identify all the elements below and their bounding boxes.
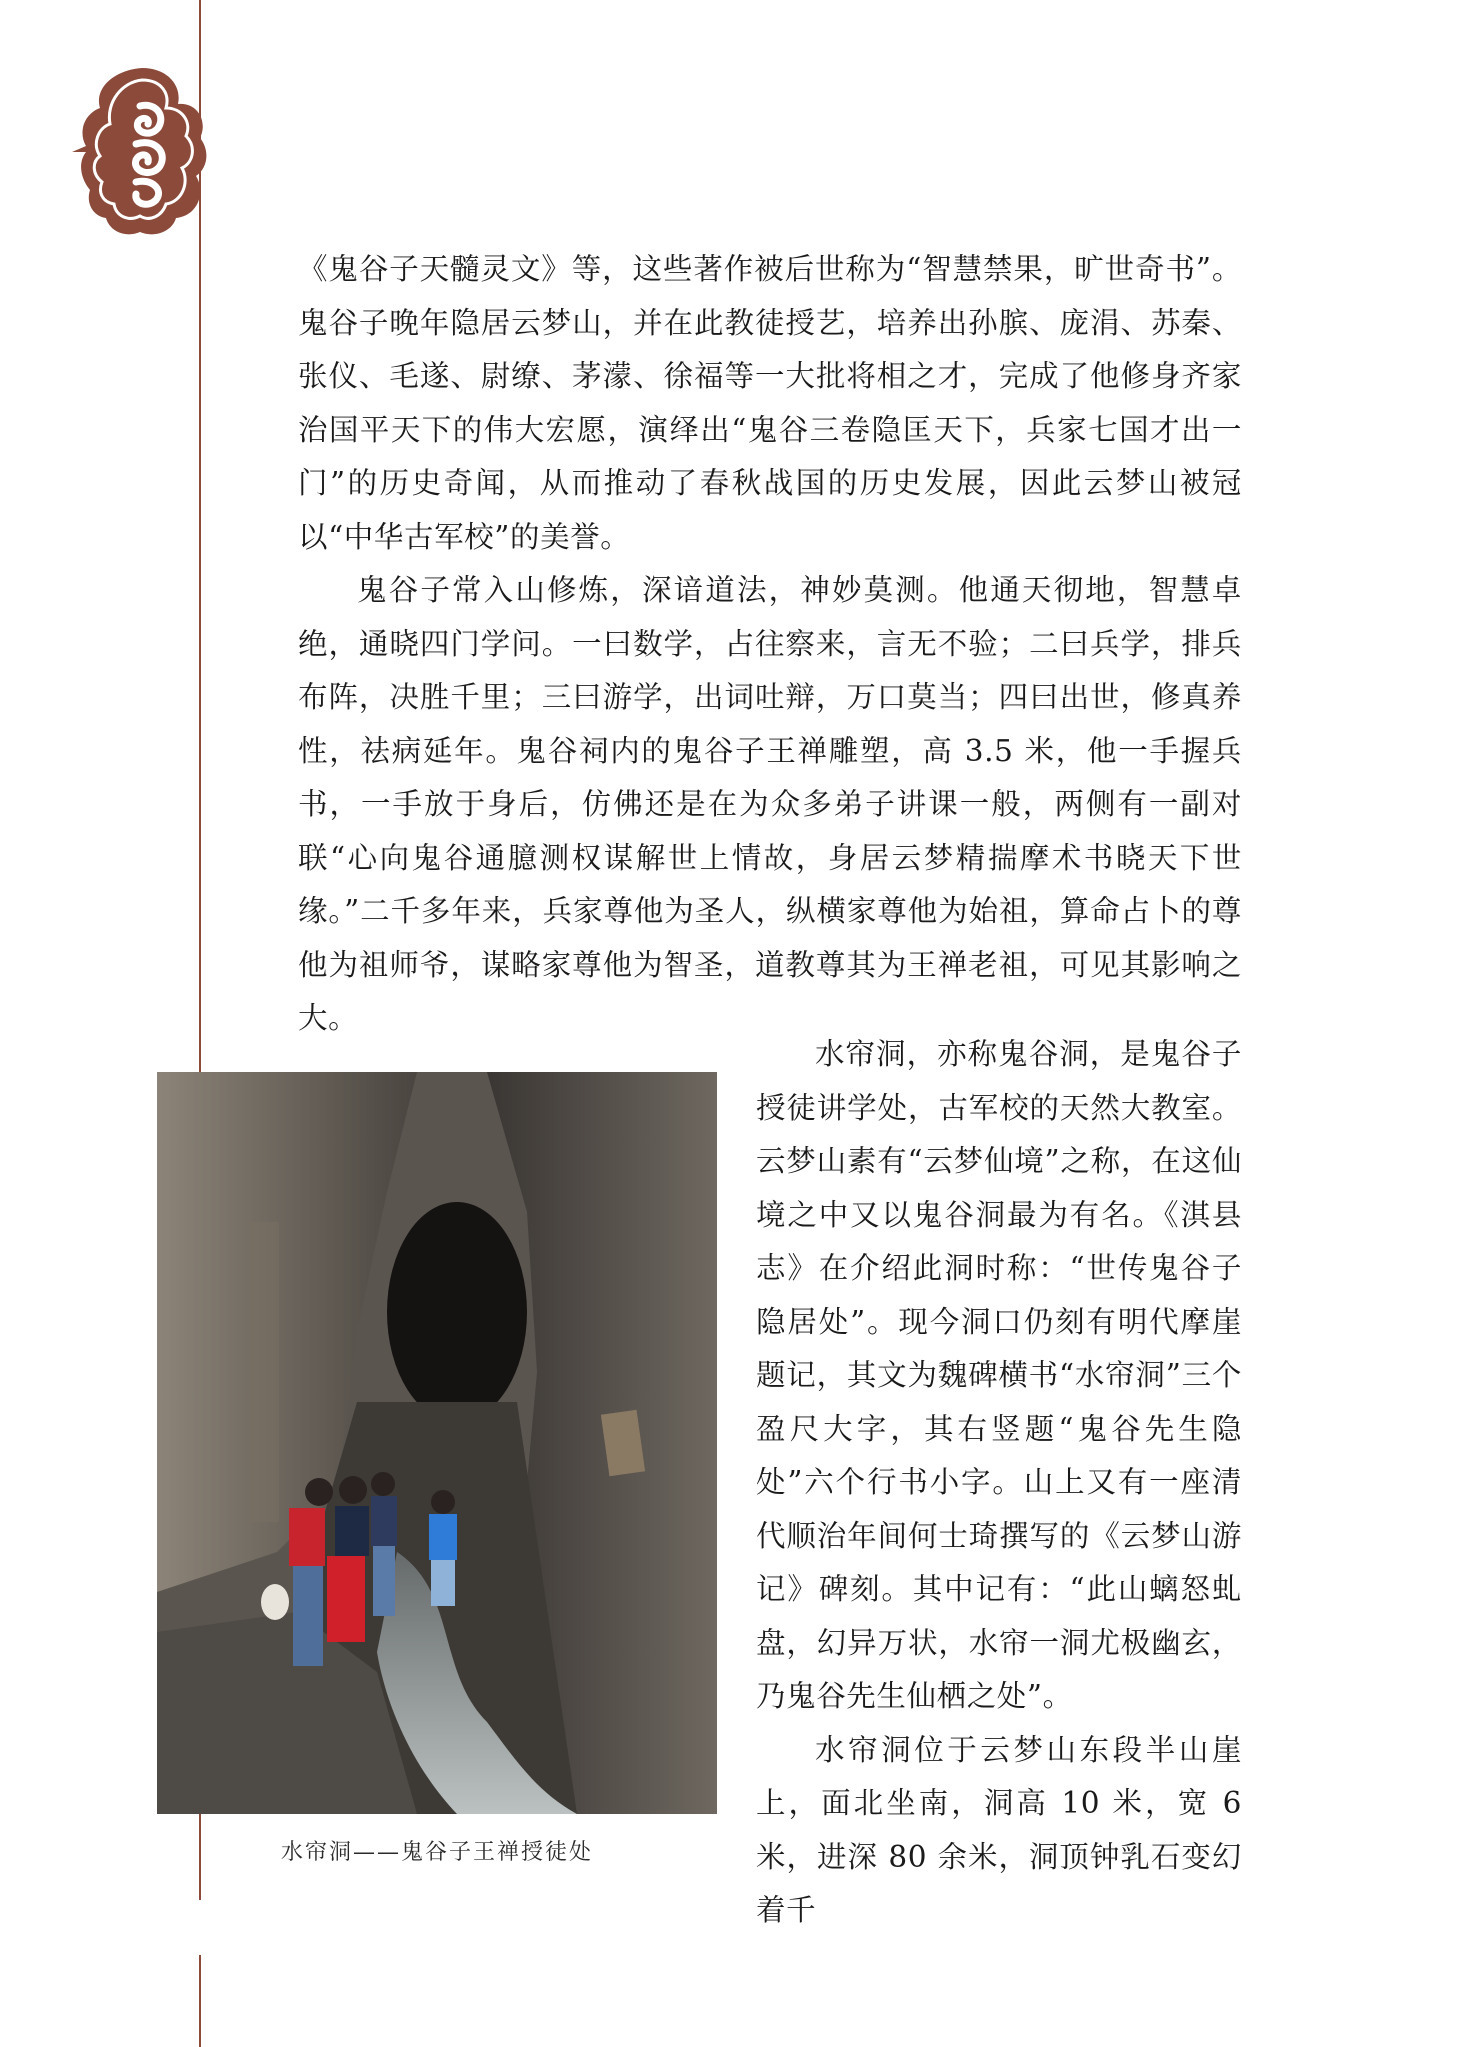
main-text-block xyxy=(298,243,1242,1046)
margin-rule-bottom xyxy=(199,1955,201,2047)
paragraph: 《鬼谷子天髓灵文》等，这些著作被后世称为“智慧禁果，旷世奇书”。鬼谷子晚年隐居云梦山，并在此教徒授艺，培养出孙膑、庞涓、苏秦、张仪、毛遂、尉缭、茅濛、徐福等一大批将相之才，完成了他修身齐家治国平天下的伟大宏愿，演绎出“鬼谷三卷隐匡天下，兵家七国才出一门”的历史奇闻，从而推动了春秋战国的历史发展，因此云梦山被冠以“中华古军校”的美誉。 xyxy=(298,252,1242,554)
paragraph: 水帘洞位于云梦山东段半山崖上，面北坐南，洞高 10 米，宽 6 米，进深 80 余米，洞顶钟乳石变幻着千 xyxy=(756,1732,1242,1927)
paragraph: 水帘洞，亦称鬼谷洞，是鬼谷子授徒讲学处，古军校的天然大教室。云梦山素有“云梦仙境”之称，在这仙境之中又以鬼谷洞最为有名。《淇县志》在介绍此洞时称：“世传鬼谷子隐居处”。现今洞口仍刻有明代摩崖题记，其文为魏碑横书“水帘洞”三个盈尺大字，其右竖题“鬼谷先生隐处”六个行书小字。山上又有一座清代顺治年间何士琦撰写的《云梦山游记》碑刻。其中记有：“此山螭怒虬盘，幻异万状，水帘一洞尤极幽玄，乃鬼谷先生仙栖之处”。 xyxy=(756,1037,1242,1713)
cave-photo-drawing xyxy=(157,1072,717,1814)
photo-caption: 水帘洞——鬼谷子王禅授徒处 xyxy=(280,1840,593,1865)
cloud-scroll-icon xyxy=(70,66,210,238)
side-text-block xyxy=(756,1028,1242,1938)
paragraph: 鬼谷子常入山修炼，深谙道法，神妙莫测。他通天彻地，智慧卓绝，通晓四门学问。一曰数学，占往察来，言无不验；二曰兵学，排兵布阵，决胜千里；三曰游学，出词吐辩，万口莫当；四曰出世，修真养性，祛病延年。鬼谷祠内的鬼谷子王禅雕塑，高 3.5 米，他一手握兵书，一手放于身后，仿佛还是在为众多弟子讲课一般，两侧有一副对联“心向鬼谷通臆测权谋解世上情故，身居云梦精揣摩术书晓天下世缘。”二千多年来，兵家尊他为圣人，纵横家尊他为始祖，算命占卜的尊他为祖师爷，谋略家尊他为智圣，道教尊其为王禅老祖，可见其影响之大。 xyxy=(298,573,1242,1035)
cave-photo xyxy=(157,1072,717,1814)
